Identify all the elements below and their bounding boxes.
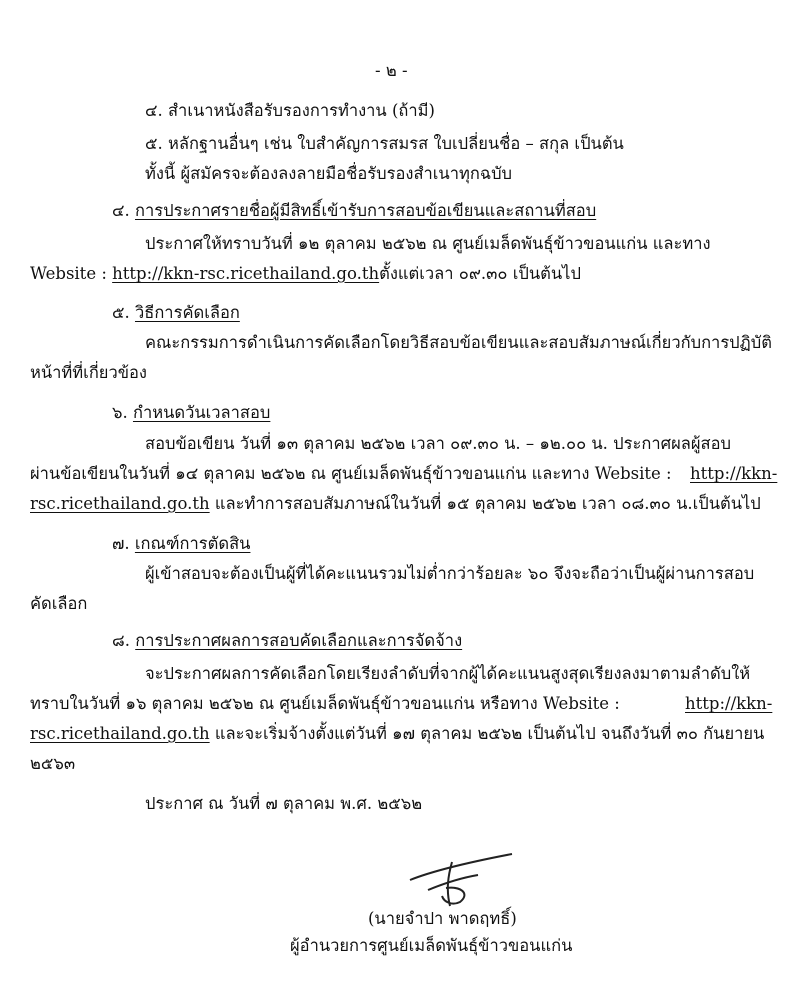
signer-position: ผู้อำนวยการศูนย์เมล็ดพันธุ์ข้าวขอนแก่น (290, 936, 573, 955)
document-item-4: ๔. สำเนาหนังสือรับรองการทำงาน (ถ้ามี) (145, 101, 435, 120)
announcement-date: ประกาศ ณ วันที่ ๗ ตุลาคม พ.ศ. ๒๕๖๒ (145, 794, 423, 813)
section-4-number: ๔. (112, 201, 130, 220)
section-8-website-link-end[interactable]: rsc.ricethailand.go.th (30, 724, 210, 743)
section-5-title: วิธีการคัดเลือก (134, 303, 240, 322)
section-5-line-2: หน้าที่ที่เกี่ยวข้อง (30, 363, 147, 382)
section-7-title: เกณฑ์การตัดสิน (134, 534, 251, 553)
section-7-line-2: คัดเลือก (30, 594, 88, 613)
section-8-number: ๘. (112, 631, 130, 650)
document-item-5: ๕. หลักฐานอื่นๆ เช่น ใบสำคัญการสมรส ใบเปลี่ยนชื่อ – สกุล เป็นต้น (145, 134, 624, 153)
signer-name: (นายจำปา พาดฤทธิ์) (368, 909, 517, 928)
section-5-number: ๕. (112, 303, 130, 322)
section-6-website-link-end[interactable]: rsc.ricethailand.go.th (30, 494, 210, 513)
section-7-line-1: ผู้เข้าสอบจะต้องเป็นผู้ที่ได้คะแนนรวมไม่ต่ำกว่าร้อยละ ๖๐ จึงจะถือว่าเป็นผู้ผ่านการสอบ (145, 564, 755, 583)
section-7-number: ๗. (112, 534, 130, 553)
section-8-line-2 (30, 693, 620, 715)
website-label: Website : (30, 264, 113, 283)
website-link[interactable]: http://kkn-rsc.ricethailand.go.th (112, 264, 380, 283)
section-5-heading (112, 302, 240, 324)
section-8-line-3 (30, 723, 764, 745)
signature-note: ทั้งนี้ ผู้สมัครจะต้องลงลายมือชื่อรับรองสำเนาทุกฉบับ (145, 164, 513, 183)
page-number: - ๒ - (375, 61, 408, 80)
section-8-website-link-start[interactable]: http://kkn- (685, 694, 773, 713)
section-8-heading (112, 630, 462, 652)
section-6-line-2-text: ผ่านข้อเขียนในวันที่ ๑๔ ตุลาคม ๒๕๖๒ ณ ศูนย์เมล็ดพันธุ์ข้าวขอนแก่น และทาง Website : (30, 464, 672, 483)
section-8-title: การประกาศผลการสอบคัดเลือกและการจัดจ้าง (135, 631, 463, 650)
section-6-line-1: สอบข้อเขียน วันที่ ๑๓ ตุลาคม ๒๕๖๒ เวลา ๐๙.๓๐ น. – ๑๒.๐๐ น. ประกาศผลผู้สอบ (145, 434, 731, 453)
section-8-line-2-text: ทราบในวันที่ ๑๖ ตุลาคม ๒๕๖๒ ณ ศูนย์เมล็ดพันธุ์ข้าวขอนแก่น หรือทาง Website : (30, 694, 620, 713)
section-6-line-2 (30, 463, 672, 485)
section-4-time: ตั้งแต่เวลา ๐๙.๓๐ เป็นต้นไป (379, 264, 581, 283)
section-6-number: ๖. (112, 403, 128, 422)
section-6-heading (112, 402, 270, 424)
section-4-line-1: ประกาศให้ทราบวันที่ ๑๒ ตุลาคม ๒๕๖๒ ณ ศูนย์เมล็ดพันธุ์ข้าวขอนแก่น และทาง (145, 234, 711, 253)
section-8-line-1: จะประกาศผลการคัดเลือกโดยเรียงลำดับที่จากผู้ได้คะแนนสูงสุดเรียงลงมาตามลำดับให้ (145, 664, 751, 683)
section-4-line-2 (30, 263, 581, 285)
section-5-line-1: คณะกรรมการดำเนินการคัดเลือกโดยวิธีสอบข้อเขียนและสอบสัมภาษณ์เกี่ยวกับการปฏิบัติ (145, 333, 772, 352)
section-8-employment: และจะเริ่มจ้างตั้งแต่วันที่ ๑๗ ตุลาคม ๒๕๖๒ เป็นต้นไป จนถึงวันที่ ๓๐ กันยายน (209, 724, 765, 743)
signature-image (400, 850, 520, 910)
section-6-website-link-start[interactable]: http://kkn- (690, 464, 778, 483)
section-4-title: การประกาศรายชื่อผู้มีสิทธิ์เข้ารับการสอบข้อเขียนและสถานที่สอบ (134, 201, 597, 220)
section-6-line-3 (30, 493, 761, 515)
section-6-interview: และทำการสอบสัมภาษณ์ในวันที่ ๑๕ ตุลาคม ๒๕๖๒ เวลา ๐๘.๓๐ น.เป็นต้นไป (209, 494, 761, 513)
section-7-heading (112, 533, 250, 555)
section-6-title: กำหนดวันเวลาสอบ (132, 403, 271, 422)
section-8-line-4: ๒๕๖๓ (30, 754, 76, 773)
section-4-heading (112, 200, 596, 222)
